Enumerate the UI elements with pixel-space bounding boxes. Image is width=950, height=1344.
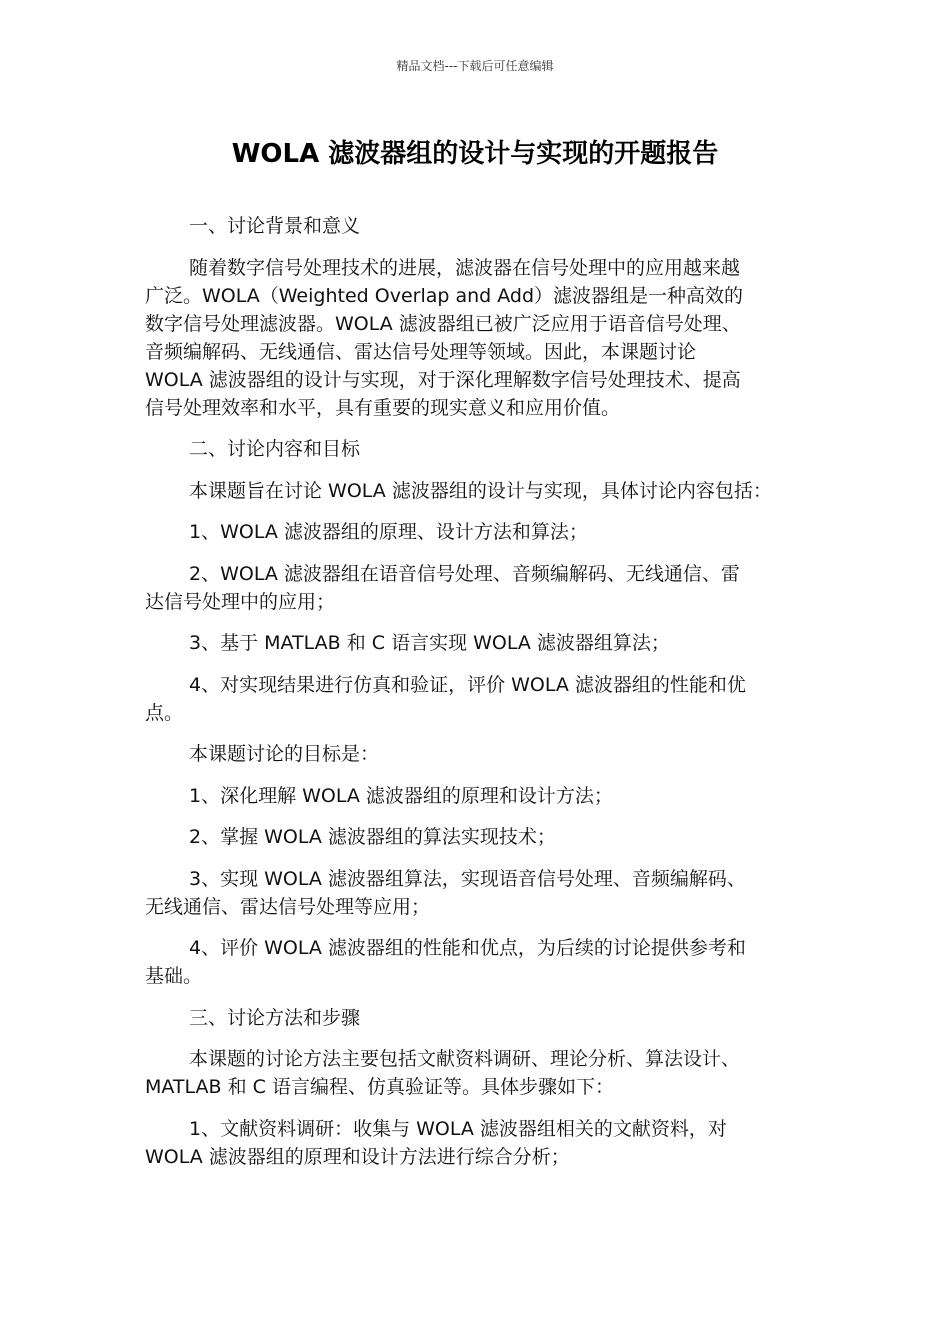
section-heading-methods: 三、讨论方法和步骤 (189, 1006, 361, 1029)
document-body (145, 212, 810, 1184)
list-item-method-1: 1、文献资料调研：收集与 WOLA 滤波器组相关的文献资料，对 WOLA 滤波器组的原理和设计方法进行综合分析； (145, 1117, 727, 1168)
page-header: 精品文档---下载后可任意编辑 (396, 59, 554, 73)
paragraph-content-intro: 本课题旨在讨论 WOLA 滤波器组的设计与实现，具体讨论内容包括： (189, 479, 772, 502)
list-item-content-1: 1、WOLA 滤波器组的原理、设计方法和算法； (189, 521, 588, 543)
list-item-goal-2: 2、掌握 WOLA 滤波器组的算法实现技术； (189, 826, 556, 848)
paragraph-methods-intro: 本课题的讨论方法主要包括文献资料调研、理论分析、算法设计、 MATLAB 和 C 语言编程、仿真验证等。具体步骤如下： (145, 1048, 741, 1098)
list-item-goal-4: 4、评价 WOLA 滤波器组的性能和优点，为后续的讨论提供参考和 基础。 (145, 937, 746, 987)
list-item-goal-3: 3、实现 WOLA 滤波器组算法，实现语音信号处理、音频编解码、 无线通信、雷达信号处理等应用； (145, 867, 746, 918)
paragraph-background: 随着数字信号处理技术的进展，滤波器在信号处理中的应用越来越 广泛。WOLA（Weighted Overlap and Add）滤波器组是一种高效的 数字信号处理滤波器。WOLA 滤波器组已被广泛应用于语音信号处理、 音频编解码、无线通信、雷达信号处理等领域。因此，本课题讨论 WOLA 滤波器组的设计与实现，对于深化理解数字信号处理技术、提高 信号处理效率和水平，具有重要的现实意义和应用价值。 (145, 256, 744, 419)
list-item-content-4: 4、对实现结果进行仿真和验证，评价 WOLA 滤波器组的性能和优 点。 (145, 673, 746, 724)
list-item-content-3: 3、基于 MATLAB 和 C 语言实现 WOLA 滤波器组算法； (189, 632, 670, 654)
list-item-content-2: 2、WOLA 滤波器组在语音信号处理、音频编解码、无线通信、雷 达信号处理中的应用； (145, 562, 740, 613)
paragraph-goals-intro: 本课题讨论的目标是： (189, 743, 380, 765)
document-title: WOLA 滤波器组的设计与实现的开题报告 (231, 139, 719, 169)
section-heading-content-goals: 二、讨论内容和目标 (189, 438, 361, 460)
list-item-goal-1: 1、深化理解 WOLA 滤波器组的原理和设计方法； (189, 784, 613, 807)
section-heading-background: 一、讨论背景和意义 (189, 215, 361, 237)
